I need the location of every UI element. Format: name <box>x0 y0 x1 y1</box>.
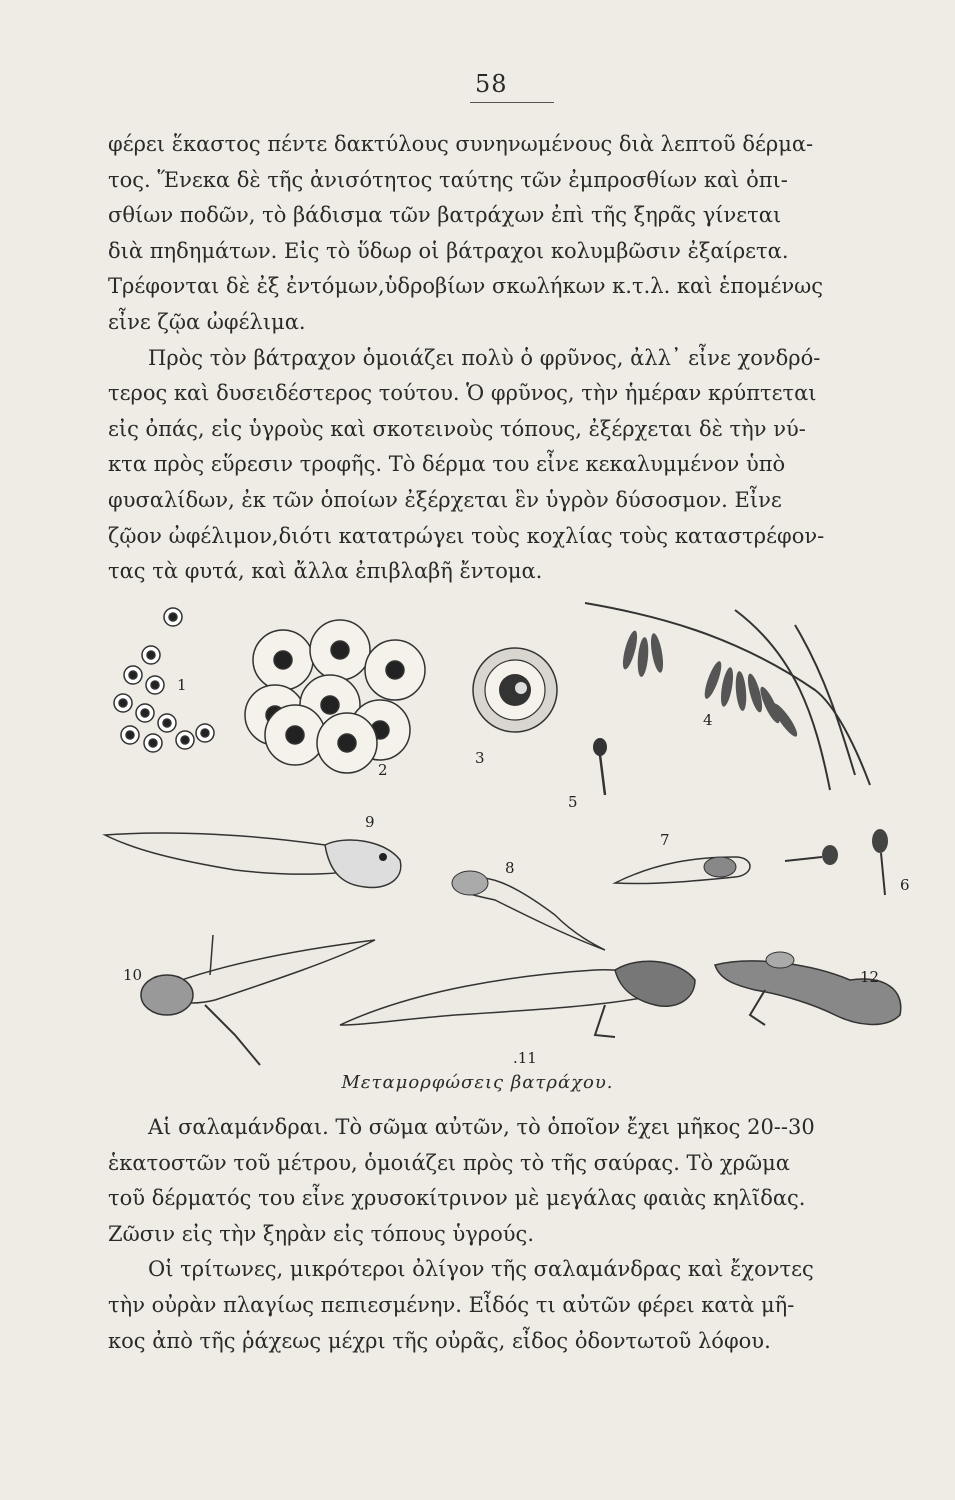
top-text-block <box>108 127 908 590</box>
figure-number-4: 4 <box>703 711 713 729</box>
figure-number-6: 6 <box>900 876 910 894</box>
figure-number-5: 5 <box>568 793 578 811</box>
paragraph-toad <box>108 341 908 590</box>
paragraph-frog-feet <box>108 127 908 341</box>
tadpole-with-gills <box>452 871 605 950</box>
text-line: Αἱ σαλαμάνδραι. Τὸ σῶμα αὐτῶν, τὸ ὁποῖον ἔχει μῆκος 20--30 <box>148 1115 815 1139</box>
figure-number-8: 8 <box>505 859 515 877</box>
large-tadpole <box>105 833 401 887</box>
figure-number-11: .11 <box>513 1049 537 1067</box>
text-line: τοῦ δέρματός του εἶνε χρυσοκίτρινον μὲ μεγάλας φαιὰς κηλῖδας. <box>108 1186 806 1211</box>
text-line: διὰ πηδημάτων. Εἰς τὸ ὕδωρ οἱ βάτραχοι κολυμβῶσιν ἐξαίρετα. <box>108 238 789 263</box>
young-frog <box>715 952 901 1025</box>
text-line: φέρει ἕκαστος πέντε δακτύλους συνηνωμένους διὰ λεπτοῦ δέρμα- <box>108 132 814 156</box>
text-line: σθίων ποδῶν, τὸ βάδισμα τῶν βατράχων ἐπὶ τῆς ξηρᾶς γίνεται <box>108 203 782 228</box>
tiny-hatchling <box>593 738 607 795</box>
figure-caption: Μεταμορφώσεις βατράχου. <box>341 1072 614 1093</box>
text-line: Ζῶσιν εἰς τὴν ξηρὰν εἰς τόπους ὑγρούς. <box>108 1221 534 1246</box>
text-line: φυσαλίδων, ἐκ τῶν ὁποίων ἐξέρχεται ἓν ὑγρὸν δύσοσμον. Εἶνε <box>108 487 782 512</box>
paragraph-salamanders <box>108 1110 908 1252</box>
text-line: τας τὰ φυτά, καὶ ἄλλα ἐπιβλαβῆ ἔντομα. <box>108 559 543 584</box>
metamorphosis-illustration <box>95 595 915 1075</box>
tadpole-with-legs <box>141 935 375 1065</box>
text-line: Πρὸς τὸν βάτραχον ὁμοιάζει πολὺ ὁ φρῦνος, ἀλλ᾽ εἶνε χονδρό- <box>148 345 821 370</box>
text-line: τος. Ἕνεκα δὲ τῆς ἀνισότητος ταύτης τῶν ἐμπροσθίων καὶ ὀπι- <box>108 167 788 192</box>
text-line: εἰς ὀπάς, εἰς ὑγροὺς καὶ σκοτεινοὺς τόπους, ἐξέρχεται δὲ τὴν νύ- <box>108 416 806 441</box>
text-line: ζῷον ὠφέλιμον,διότι κατατρώγει τοὺς κοχλίας τοὺς καταστρέφον- <box>108 523 825 548</box>
small-tadpoles <box>785 829 888 895</box>
figure-number-10: 10 <box>123 966 143 984</box>
text-line: τερος καὶ δυσειδέστερος τούτου. Ὁ φρῦνος, τὴν ἡμέραν κρύπτεται <box>108 381 817 406</box>
figure-number-3: 3 <box>475 749 485 767</box>
text-line: κτα πρὸς εὕρεσιν τροφῆς. Τὸ δέρμα του εἶνε κεκαλυμμένον ὑπὸ <box>108 452 786 477</box>
figure-number-2: 2 <box>378 761 388 779</box>
egg-cluster-large <box>245 620 425 773</box>
plant-with-hatchlings <box>585 603 870 790</box>
single-egg-embryo <box>473 648 557 732</box>
figure-number-1: 1 <box>177 676 187 694</box>
text-line: ἑκατοστῶν τοῦ μέτρου, ὁμοιάζει πρὸς τὸ τῆς σαύρας. Τὸ χρῶμα <box>108 1150 790 1175</box>
froglet-long-tail <box>340 961 695 1037</box>
text-line: Τρέφονται δὲ ἐξ ἐντόμων,ὑδροβίων σκωλήκων κ.τ.λ. καὶ ἑπομένως <box>108 274 824 299</box>
egg-cluster-small <box>114 608 214 752</box>
bottom-text-block <box>108 1110 908 1359</box>
text-line: τὴν οὐρὰν πλαγίως πεπιεσμένην. Εἶδός τι αὐτῶν φέρει κατὰ μῆ- <box>108 1292 795 1317</box>
text-line: Οἱ τρίτωνες, μικρότεροι ὀλίγον τῆς σαλαμάνδρας καὶ ἔχοντες <box>148 1257 814 1282</box>
slender-tadpole <box>615 857 750 884</box>
text-line: κος ἀπὸ τῆς ῥάχεως μέχρι τῆς οὐρᾶς, εἶδος ὀδοντωτοῦ λόφου. <box>108 1328 771 1353</box>
paragraph-tritons <box>108 1252 908 1359</box>
figure-number-12: 12 <box>860 968 880 986</box>
figure-number-9: 9 <box>365 813 375 831</box>
page-number: 58 <box>475 70 508 98</box>
page-number-rule <box>470 102 554 103</box>
frog-metamorphosis-figure <box>95 595 915 1075</box>
text-line: εἶνε ζῷα ὠφέλιμα. <box>108 309 306 334</box>
figure-number-7: 7 <box>660 831 670 849</box>
